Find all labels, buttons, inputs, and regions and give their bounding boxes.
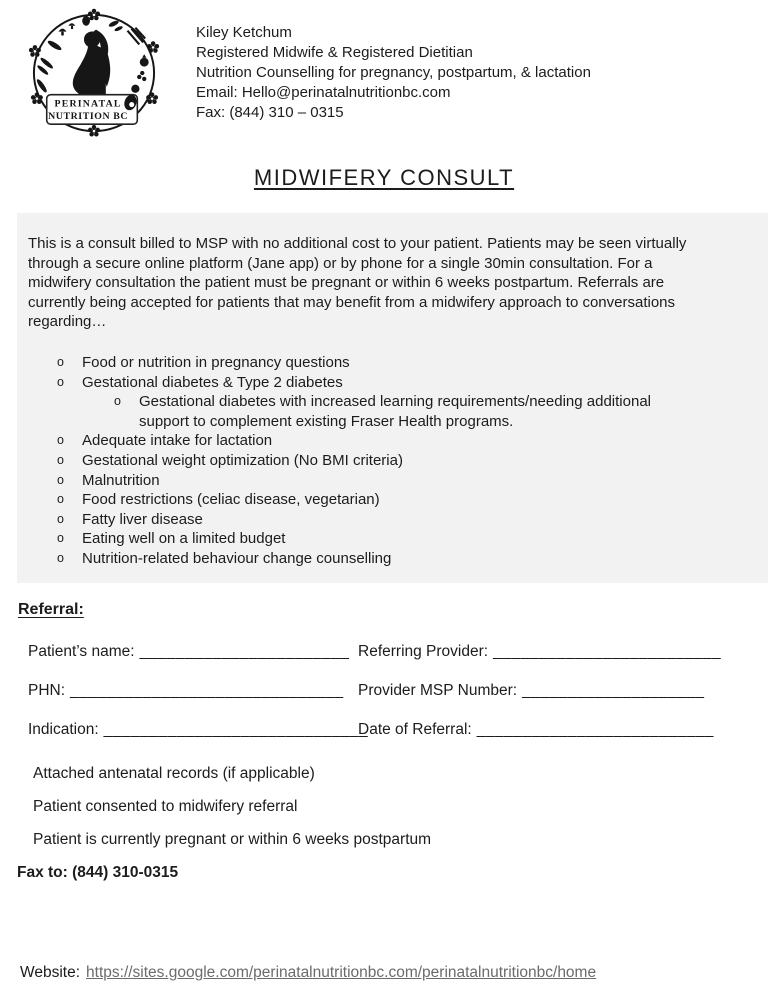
list-item-label: Fatty liver disease bbox=[82, 510, 203, 528]
list-item bbox=[28, 353, 738, 373]
phn-label: PHN: bbox=[28, 682, 66, 699]
bullet-icon: o bbox=[57, 550, 64, 565]
list-item-label: Adequate intake for lactation bbox=[82, 432, 273, 450]
date-of-referral-label: Date of Referral: bbox=[358, 721, 472, 738]
bullet-icon: o bbox=[114, 394, 121, 409]
patient-name-blank: _______________________ bbox=[139, 643, 350, 660]
provider-fax: Fax: (844) 310 – 0315 bbox=[196, 104, 344, 121]
list-item-label: Malnutrition bbox=[82, 471, 160, 489]
referral-section-heading: Referral: bbox=[18, 601, 84, 618]
list-item bbox=[28, 373, 738, 393]
list-subitem bbox=[28, 392, 738, 431]
logo-text-line1: PERINATAL bbox=[54, 98, 122, 110]
bullet-icon: o bbox=[57, 452, 64, 467]
referring-provider-label: Referring Provider: bbox=[358, 643, 489, 660]
field-phn bbox=[28, 682, 344, 700]
bullet-icon: o bbox=[57, 492, 64, 507]
contact-block bbox=[196, 23, 591, 123]
referring-provider-blank: _________________________ bbox=[493, 643, 722, 660]
document-title: MIDWIFERY CONSULT bbox=[253, 165, 515, 190]
checklist-item-consent: Patient consented to midwifery referral bbox=[33, 798, 298, 815]
provider-email: Email: Hello@perinatalnutritionbc.com bbox=[196, 84, 451, 101]
website-link[interactable]: https://sites.google.com/perinatalnutritionbc.com/perinatalnutritionbc/home bbox=[86, 964, 597, 981]
bullet-icon: o bbox=[57, 472, 64, 487]
referral-reasons-list bbox=[28, 353, 738, 569]
list-item bbox=[28, 431, 738, 451]
logo-perinatal-nutrition-bc bbox=[24, 8, 164, 138]
bullet-icon: o bbox=[57, 433, 64, 448]
bullet-icon: o bbox=[57, 374, 64, 389]
indication-label: Indication: bbox=[28, 721, 99, 738]
bullet-icon: o bbox=[57, 531, 64, 546]
provider-msp-number-label: Provider MSP Number: bbox=[358, 682, 518, 699]
list-item bbox=[28, 529, 738, 549]
list-item bbox=[28, 549, 738, 569]
list-item-label: Gestational diabetes & Type 2 diabetes bbox=[82, 373, 343, 391]
footer-website-line bbox=[20, 964, 596, 982]
logo-text-line2: NUTRITION BC bbox=[48, 110, 129, 122]
list-item bbox=[28, 510, 738, 530]
list-item bbox=[28, 451, 738, 471]
list-item-label: Gestational diabetes with increased learning requirements/needing additional support to complement existing Fraser Health programs. bbox=[139, 393, 651, 430]
fax-to-line: Fax to: (844) 310-0315 bbox=[17, 864, 179, 881]
list-item-label: Gestational weight optimization (No BMI criteria) bbox=[82, 451, 403, 469]
field-provider-msp-number bbox=[358, 682, 705, 700]
patient-name-label: Patient’s name: bbox=[28, 643, 135, 660]
indication-blank: _____________________________ bbox=[103, 721, 369, 738]
provider-tagline: Nutrition Counselling for pregnancy, postpartum, & lactation bbox=[196, 64, 591, 81]
list-item-label: Nutrition-related behaviour change counselling bbox=[82, 549, 392, 567]
list-item bbox=[28, 490, 738, 510]
field-referring-provider bbox=[358, 643, 721, 661]
consult-info-panel bbox=[17, 213, 768, 583]
bullet-icon: o bbox=[57, 354, 64, 369]
date-of-referral-blank: __________________________ bbox=[476, 721, 714, 738]
phn-blank: ______________________________ bbox=[70, 682, 344, 699]
field-patient-name bbox=[28, 643, 349, 661]
website-label: Website: bbox=[20, 964, 81, 981]
provider-credentials: Registered Midwife & Registered Dietitian bbox=[196, 44, 473, 61]
list-item-label: Food restrictions (celiac disease, vegetarian) bbox=[82, 491, 380, 509]
field-date-of-referral bbox=[358, 721, 714, 739]
list-item-label: Food or nutrition in pregnancy questions bbox=[82, 353, 350, 371]
provider-msp-number-blank: ____________________ bbox=[522, 682, 705, 699]
provider-name: Kiley Ketchum bbox=[196, 24, 292, 41]
checklist-item-pregnancy-status: Patient is currently pregnant or within 6 weeks postpartum bbox=[33, 831, 432, 848]
field-indication bbox=[28, 721, 368, 739]
list-item bbox=[28, 471, 738, 491]
list-item-label: Eating well on a limited budget bbox=[82, 530, 286, 548]
checklist-item-antenatal-records: Attached antenatal records (if applicable) bbox=[33, 765, 315, 782]
bullet-icon: o bbox=[57, 511, 64, 526]
intro-paragraph: This is a consult billed to MSP with no additional cost to your patient. Patients may be seen virtually through a secure online platform (Jane app) or by phone for a single 30min consultation. For a midwifery consultation the patient must be pregnant or within 6 weeks postpartum. Referrals are currently being accepted for patients that may benefit from a midwifery approach to conversations regarding… bbox=[28, 235, 687, 331]
